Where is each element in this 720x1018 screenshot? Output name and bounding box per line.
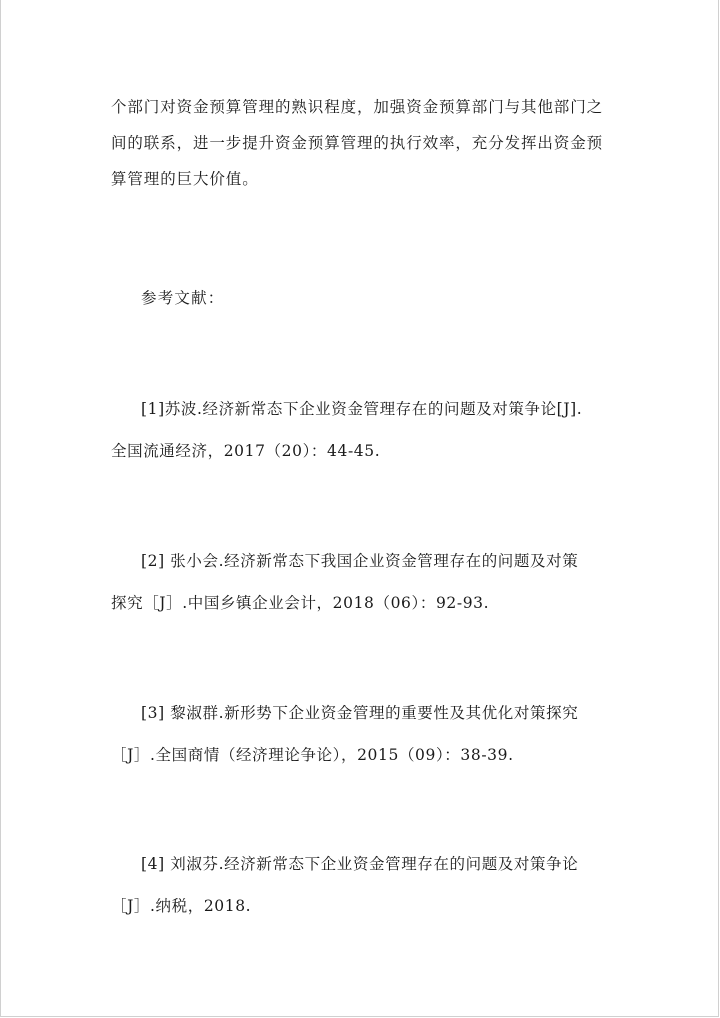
reference-line: 探究［J］.中国乡镇企业会计，2018（06）：92-93. (111, 594, 490, 612)
reference-line: [1]苏波.经济新常态下企业资金管理存在的问题及对策争论[J]. (141, 400, 583, 418)
reference-item-1 (111, 388, 616, 472)
reference-line: [3] 黎淑群.新形势下企业资金管理的重要性及其优化对策探究 (141, 704, 579, 722)
body-line: 个部门对资金预算管理的熟识程度，加强资金预算部门与其他部门之 (111, 98, 604, 116)
reference-item-3 (111, 692, 616, 776)
reference-item-4 (111, 843, 616, 927)
reference-line: ［J］.纳税，2018. (111, 897, 252, 915)
reference-line: ［J］.全国商情（经济理论争论），2015（09）：38-39. (111, 746, 514, 764)
reference-line: [4] 刘淑芬.经济新常态下企业资金管理存在的问题及对策争论 (141, 855, 579, 873)
body-paragraph (111, 89, 616, 197)
body-line: 算管理的巨大价值。 (111, 170, 259, 188)
references-heading: 参考文献： (141, 289, 225, 307)
reference-line: [2] 张小会.经济新常态下我国企业资金管理存在的问题及对策 (141, 552, 579, 570)
body-line: 间的联系，进一步提升资金预算管理的执行效率，充分发挥出资金预 (111, 134, 604, 152)
reference-item-2 (111, 540, 616, 624)
reference-line: 全国流通经济，2017（20）：44-45. (111, 442, 381, 460)
